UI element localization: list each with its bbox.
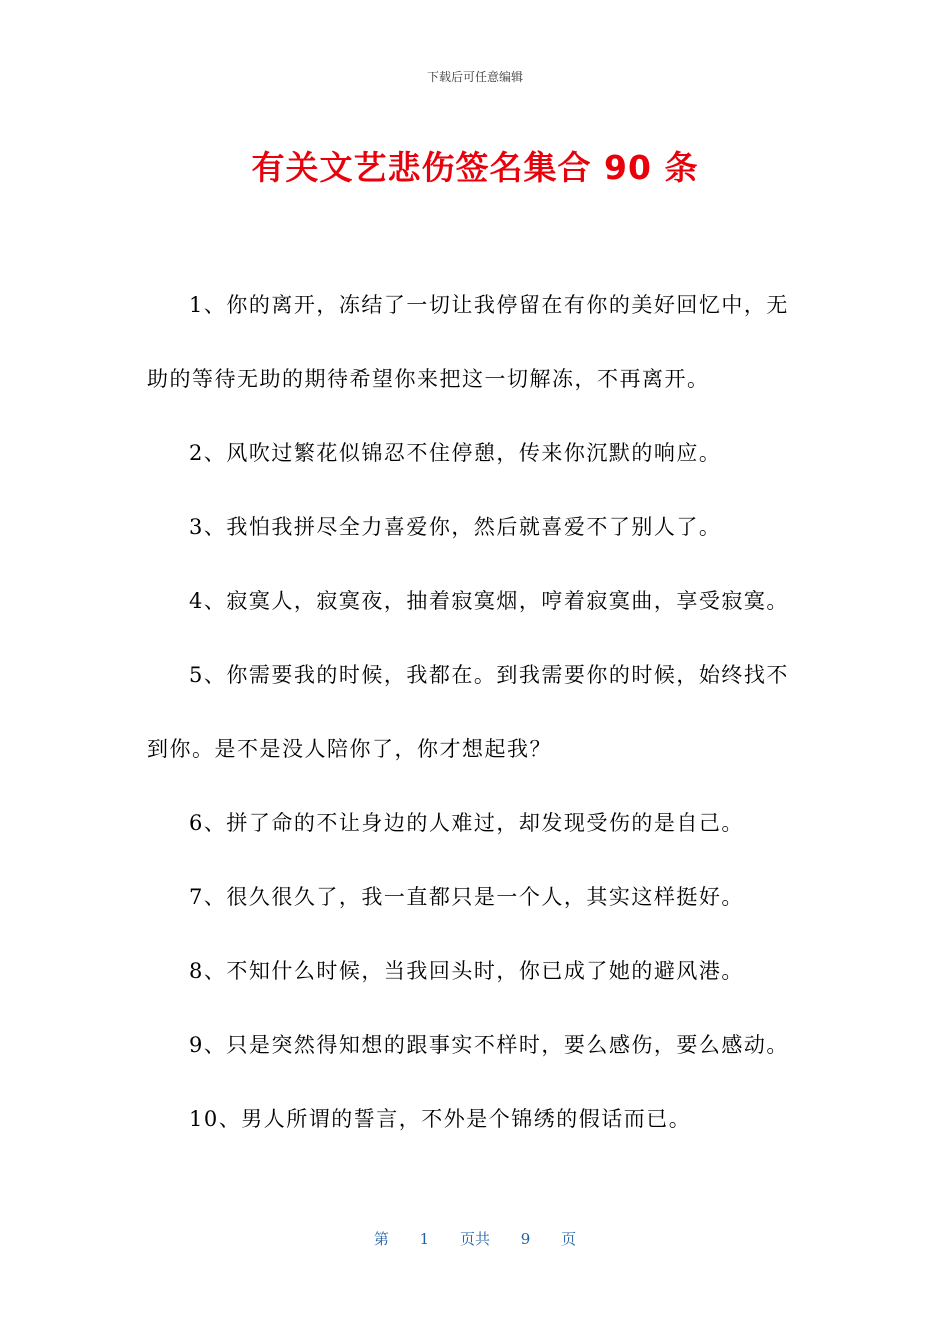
document-title: 有关文艺悲伤签名集合 90 条 [251, 148, 699, 187]
list-item: 7、很久很久了，我一直都只是一个人，其实这样挺好。 [189, 885, 744, 909]
page-footer [0, 1228, 950, 1249]
page-label-suffix: 页 [561, 1230, 577, 1248]
list-item: 9、只是突然得知想的跟事实不样时，要么感伤，要么感动。 [189, 1033, 789, 1057]
list-item: 4、寂寞人，寂寞夜，抽着寂寞烟，哼着寂寞曲，享受寂寞。 [189, 589, 789, 613]
page-label-prefix: 第 [373, 1230, 389, 1248]
list-item: 8、不知什么时候，当我回头时，你已成了她的避风港。 [189, 959, 744, 983]
header-note: 下载后可任意编辑 [426, 70, 523, 84]
page-label-mid: 页共 [459, 1230, 490, 1248]
list-item: 6、拼了命的不让身边的人难过，却发现受伤的是自己。 [189, 811, 744, 835]
list-item: 3、我怕我拼尽全力喜爱你，然后就喜爱不了别人了。 [189, 515, 722, 539]
list-item: 2、风吹过繁花似锦忍不住停憩，传来你沉默的响应。 [189, 441, 722, 465]
current-page-number: 1 [419, 1230, 430, 1248]
total-pages-number: 9 [520, 1230, 531, 1248]
list-item: 1、你的离开，冻结了一切让我停留在有你的美好回忆中，无助的等待无助的期待希望你来把这一切解冻，不再离开。 [147, 293, 789, 391]
list-item: 5、你需要我的时候，我都在。到我需要你的时候，始终找不到你。是不是没人陪你了，你才想起我？ [147, 663, 789, 761]
list-item: 10、男人所谓的誓言，不外是个锦绣的假话而已。 [189, 1107, 692, 1131]
document-body [147, 268, 807, 1156]
